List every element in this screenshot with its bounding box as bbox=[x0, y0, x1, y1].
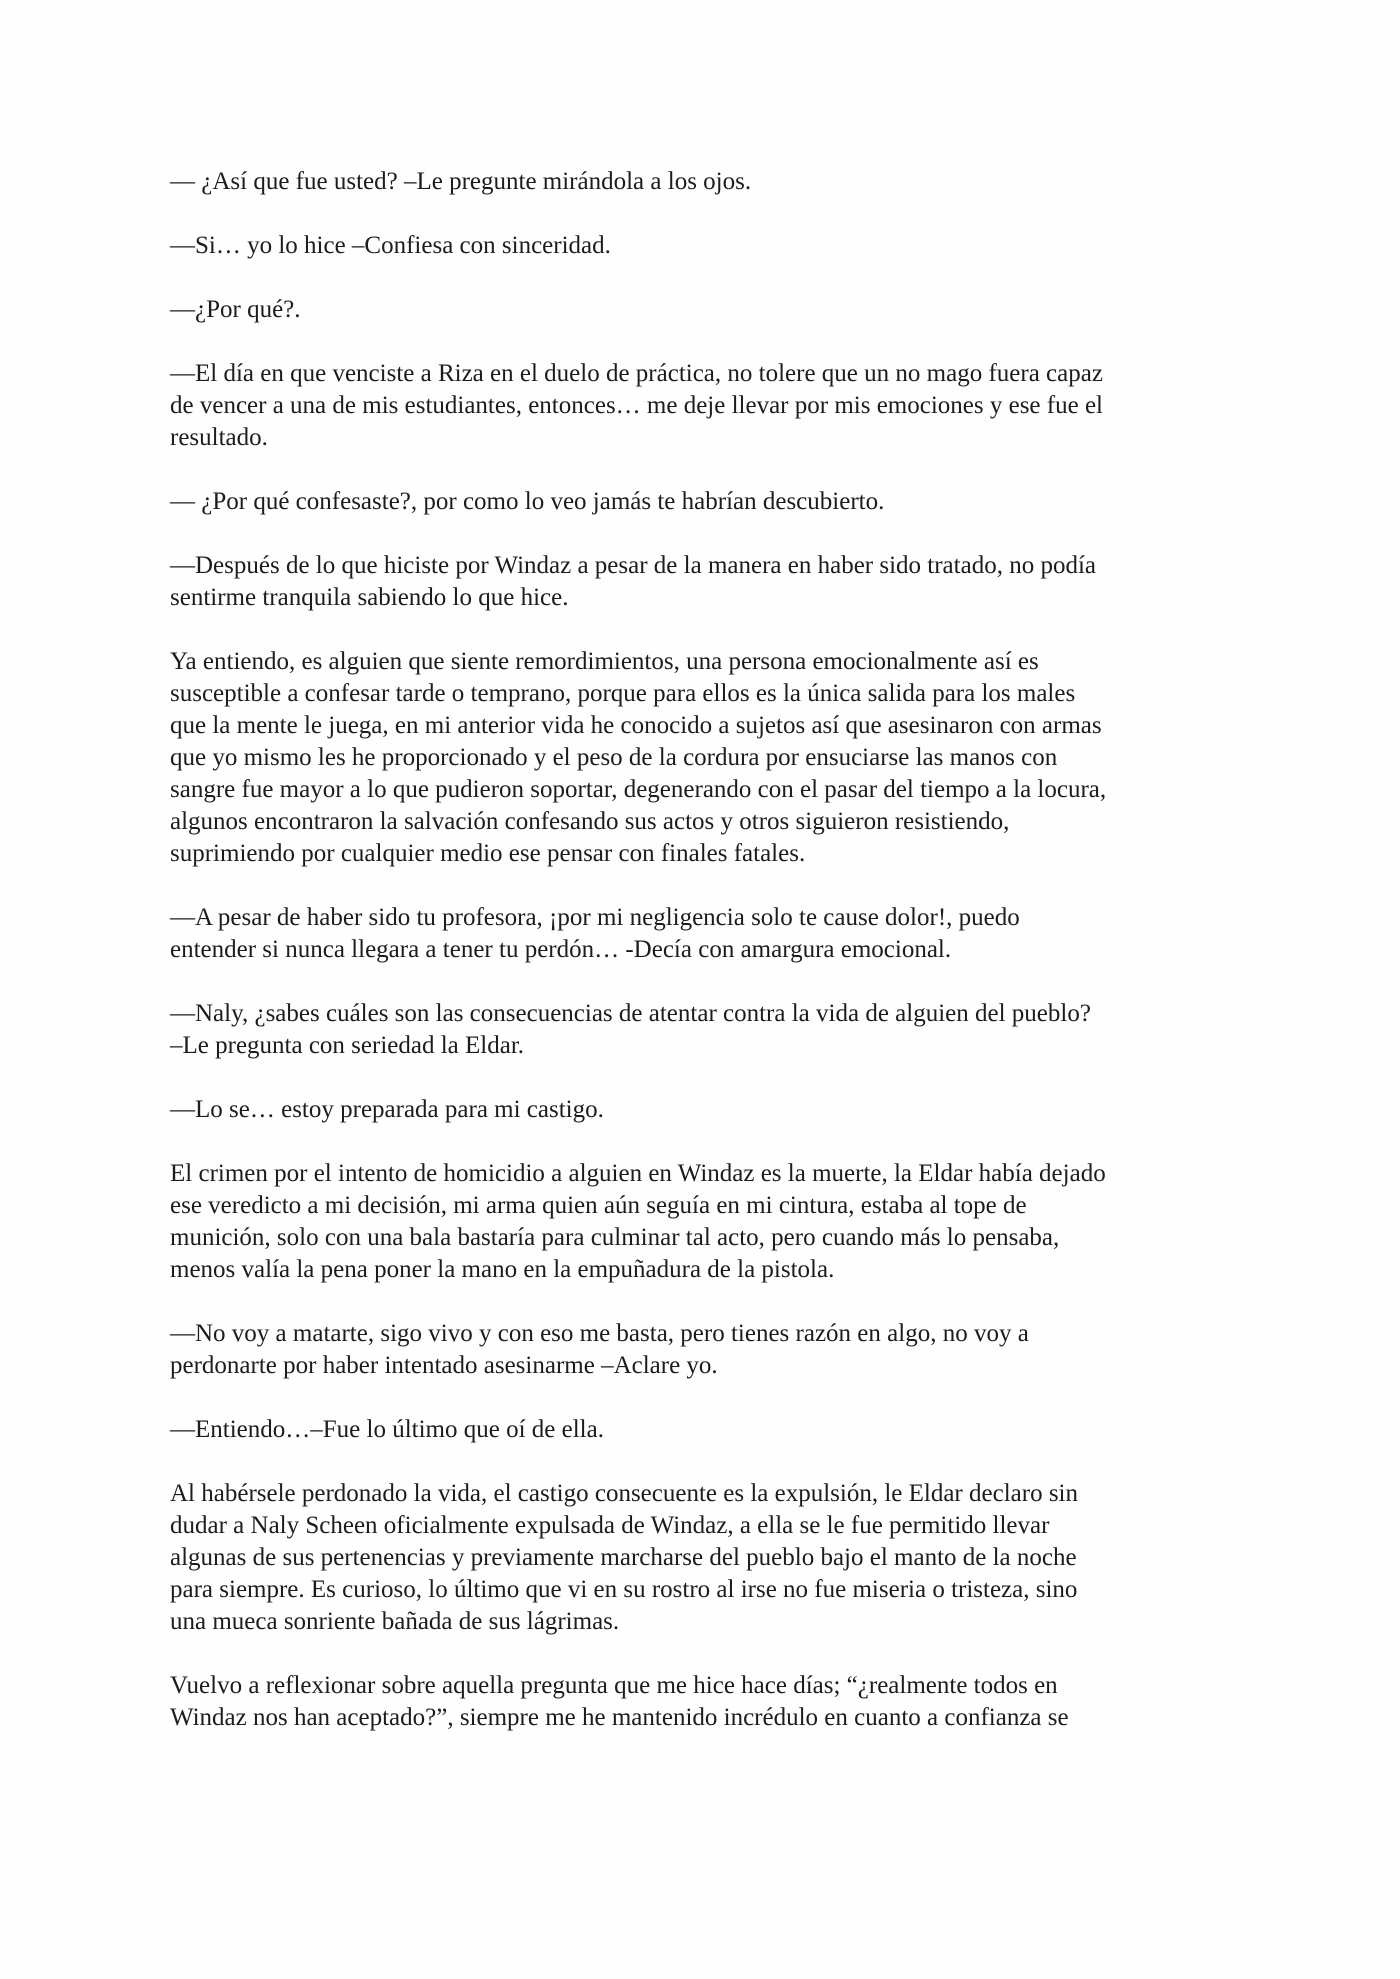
paragraph-11: El crimen por el intento de homicidio a alguien en Windaz es la muerte, la Eldar había dejado ese veredicto a mi decisión, mi arma quien aún seguía en mi cintura, estaba al tope de munición, solo con una bala bastaría para culminar tal acto, pero cuando más lo pensaba, menos valía la pena poner la mano en la empuñadura de la pistola. bbox=[170, 1160, 1106, 1283]
paragraph-2: —Si… yo lo hice –Confiesa con sinceridad. bbox=[170, 232, 611, 259]
paragraph-10: —Lo se… estoy preparada para mi castigo. bbox=[170, 1096, 604, 1123]
paragraph-3: —¿Por qué?. bbox=[170, 296, 301, 323]
paragraph-13: —Entiendo…–Fue lo último que oí de ella. bbox=[170, 1416, 604, 1443]
paragraph-4: —El día en que venciste a Riza en el duelo de práctica, no tolere que un no mago fuera capaz de vencer a una de mis estudiantes, entonces… me deje llevar por mis emociones y ese fue el resultado. bbox=[170, 360, 1103, 451]
paragraph-9: —Naly, ¿sabes cuáles son las consecuencias de atentar contra la vida de alguien del pueblo? –Le pregunta con seriedad la Eldar. bbox=[170, 1000, 1091, 1059]
paragraph-5: — ¿Por qué confesaste?, por como lo veo jamás te habrían descubierto. bbox=[170, 488, 885, 515]
paragraph-14: Al habérsele perdonado la vida, el castigo consecuente es la expulsión, le Eldar declaro sin dudar a Naly Scheen oficialmente expulsada de Windaz, a ella se le fue permitido llevar algunas de sus pertenencias y previamente marcharse del pueblo bajo el manto de la noche para siempre. Es curioso, lo último que vi en su rostro al irse no fue miseria o tristeza, sino una mueca sonriente bañada de sus lágrimas. bbox=[170, 1480, 1078, 1635]
paragraph-15: Vuelvo a reflexionar sobre aquella pregunta que me hice hace días; “¿realmente todos en Windaz nos han aceptado?”, siempre me he mantenido incrédulo en cuanto a confianza se bbox=[170, 1672, 1069, 1731]
document-body bbox=[170, 166, 1240, 1766]
paragraph-1: — ¿Así que fue usted? –Le pregunte mirándola a los ojos. bbox=[170, 168, 752, 195]
paragraph-12: —No voy a matarte, sigo vivo y con eso me basta, pero tienes razón en algo, no voy a perdonarte por haber intentado asesinarme –Aclare yo. bbox=[170, 1320, 1029, 1379]
paragraph-6: —Después de lo que hiciste por Windaz a pesar de la manera en haber sido tratado, no podía sentirme tranquila sabiendo lo que hice. bbox=[170, 552, 1096, 611]
paragraph-8: —A pesar de haber sido tu profesora, ¡por mi negligencia solo te cause dolor!, puedo entender si nunca llegara a tener tu perdón… -Decía con amargura emocional. bbox=[170, 904, 1020, 963]
paragraph-7: Ya entiendo, es alguien que siente remordimientos, una persona emocionalmente así es susceptible a confesar tarde o temprano, porque para ellos es la única salida para los males que la mente le juega, en mi anterior vida he conocido a sujetos así que asesinaron con armas que yo mismo les he proporcionado y el peso de la cordura por ensuciarse las manos con sangre fue mayor a lo que pudieron soportar, degenerando con el pasar del tiempo a la locura, algunos encontraron la salvación confesando sus actos y otros siguieron resistiendo, suprimiendo por cualquier medio ese pensar con finales fatales. bbox=[170, 648, 1107, 867]
